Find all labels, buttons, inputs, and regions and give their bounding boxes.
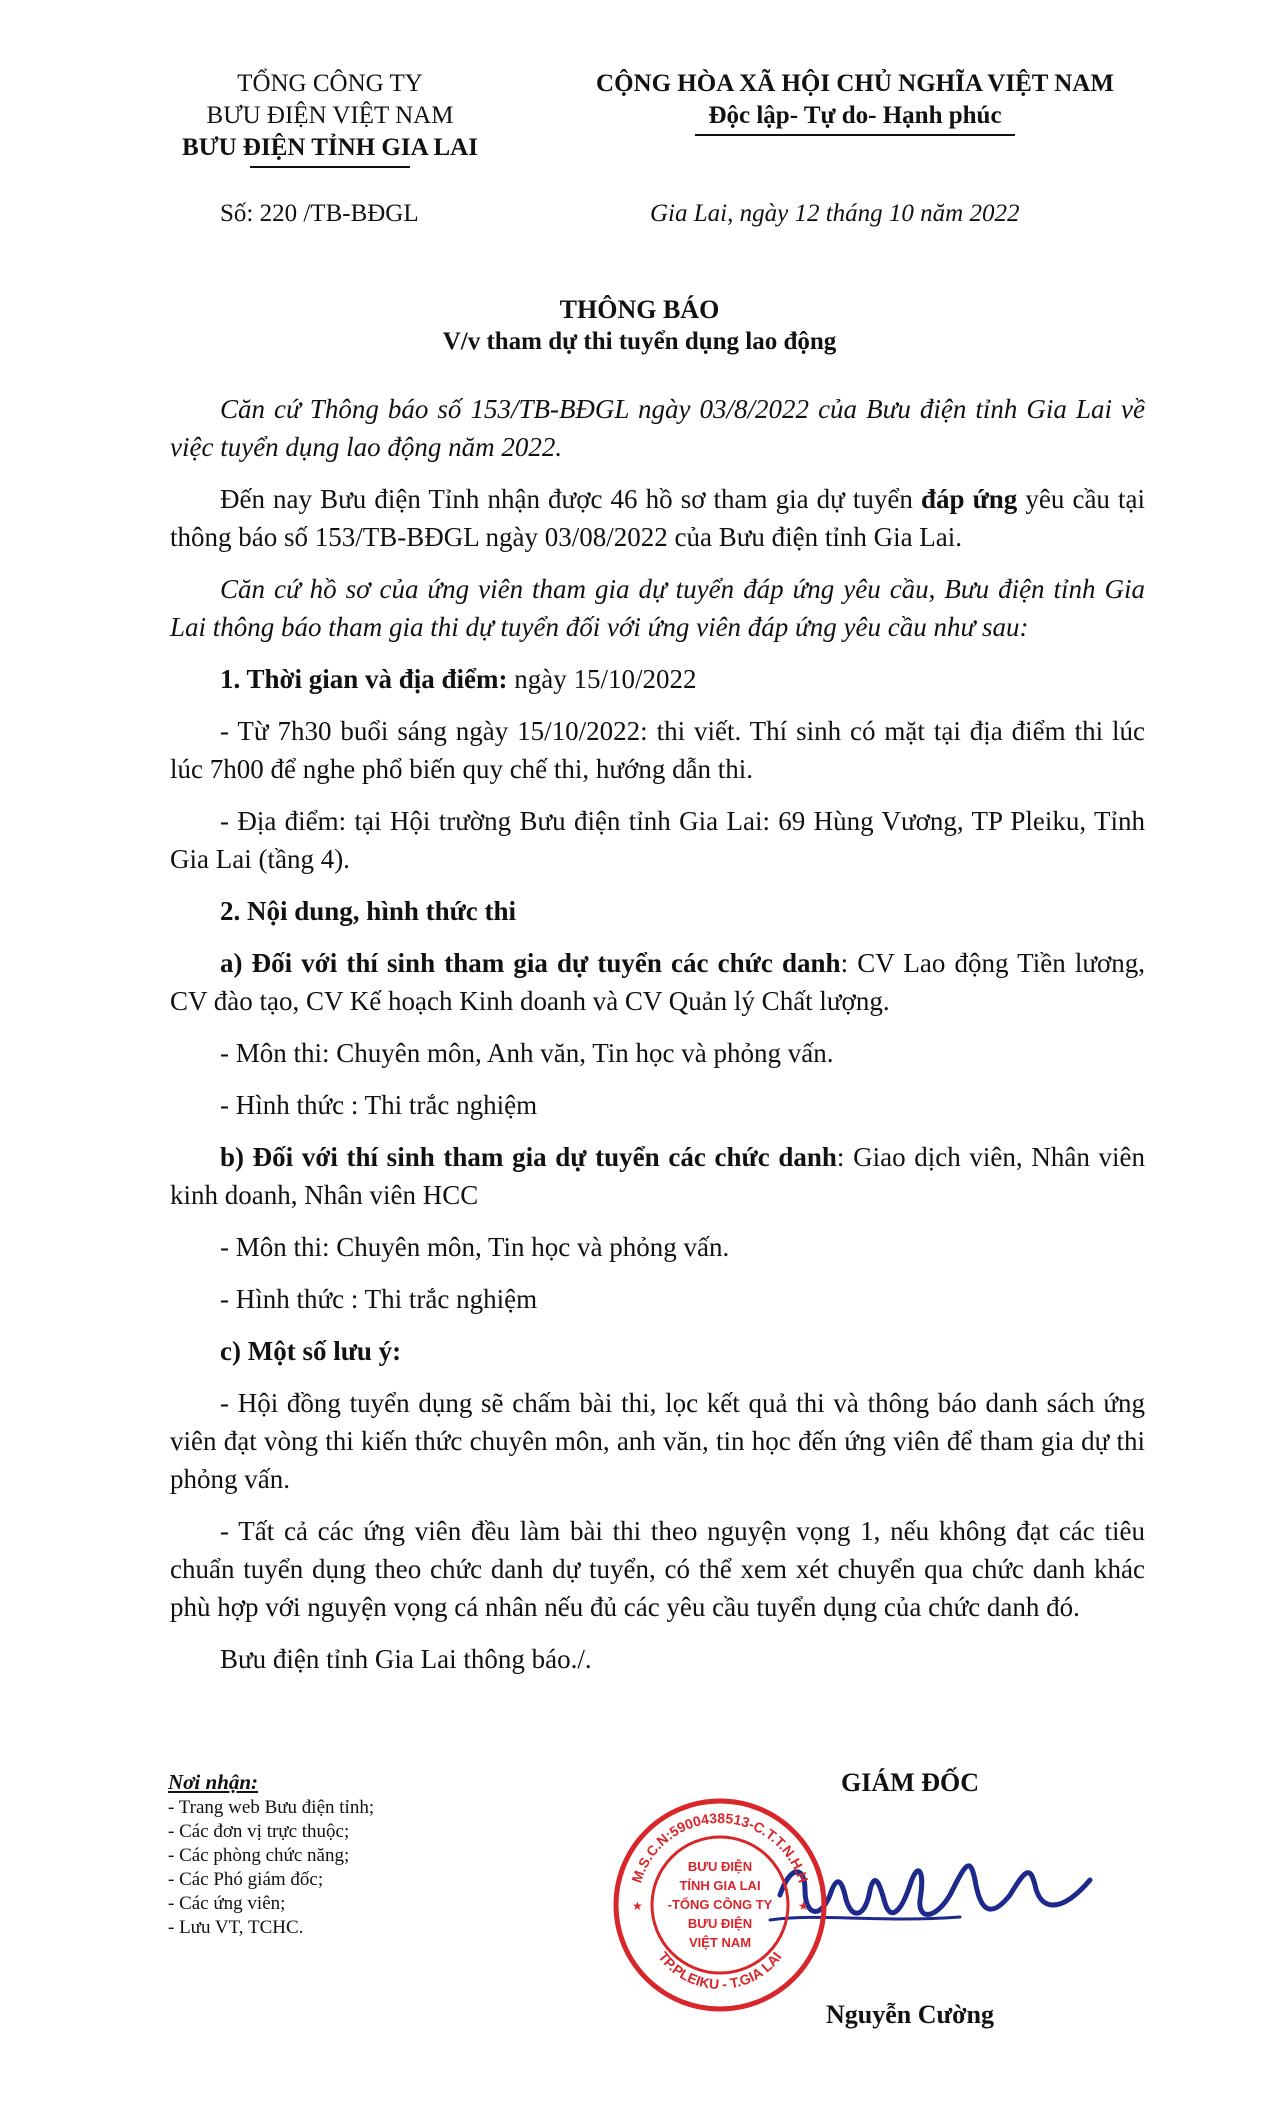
section-2b-subjects: - Môn thi: Chuyên môn, Tin học và phỏng vấn. (220, 1232, 730, 1262)
section-2b-form: - Hình thức : Thi trắc nghiệm (220, 1284, 538, 1314)
section-2a-positions: : CV Lao động Tiền lương, CV đào tạo, CV Kế hoạch Kinh doanh và CV Quản lý Chất lượng. (170, 948, 1146, 1016)
section-1-heading (170, 660, 1145, 698)
svg-text:VIỆT NAM: VIỆT NAM (688, 1935, 752, 1950)
official-seal (610, 1795, 830, 2015)
svg-text:BƯU ĐIỆN: BƯU ĐIỆN (687, 1916, 753, 1931)
section-1-date: ngày 15/10/2022 (507, 664, 697, 694)
recipients-title: Nơi nhận: (168, 1770, 259, 1794)
paragraph-received-a: Đến nay Bưu điện Tỉnh nhận được 46 hồ sơ tham gia dự tuyển (220, 484, 921, 514)
svg-text:-TỔNG CÔNG TY: -TỔNG CÔNG TY (667, 1897, 773, 1912)
recipient-item: - Trang web Bưu điện tỉnh; (168, 1797, 375, 1818)
svg-text:★: ★ (798, 1899, 809, 1913)
section-2c-note-2: - Tất cả các ứng viên đều làm bài thi theo nguyện vọng 1, nếu không đạt các tiêu chuẩn tuyển dụng theo chức danh dự tuyển, có thể xem xét chuyển qua chức danh khác phù hợp với nguyện vọng cá nhân nếu đủ các yêu cầu tuyển dụng của chức danh đó. (170, 1516, 1145, 1622)
document-body (170, 390, 1145, 1692)
recipient-item: - Lưu VT, TCHC. (168, 1917, 304, 1938)
document-title: THÔNG BÁO (559, 295, 720, 324)
section-2-heading: 2. Nội dung, hình thức thi (220, 896, 517, 926)
section-2b-heading (170, 1138, 1145, 1214)
section-2b-title: b) Đối với thí sinh tham gia dự tuyển các chức danh (220, 1142, 837, 1172)
document-date: Gia Lai, ngày 12 tháng 10 năm 2022 (650, 200, 1020, 227)
section-2a-heading (170, 944, 1145, 1020)
motto-underline (695, 134, 1015, 136)
section-2b-positions: : Giao dịch viên, Nhân viên kinh doanh, Nhân viên HCC (170, 1142, 1145, 1210)
issuer-unit (182, 132, 478, 164)
section-2a-title: a) Đối với thí sinh tham gia dự tuyển các chức danh (220, 948, 841, 978)
section-1-time: - Từ 7h30 buổi sáng ngày 15/10/2022: thi viết. Thí sinh có mặt tại địa điểm thi lúc lúc 7h00 để nghe phổ biến quy chế thi, hướng dẫn thi. (170, 716, 1145, 784)
recipient-item: - Các ứng viên; (168, 1893, 286, 1914)
issuer-parent: TỔNG CÔNG TY (237, 70, 423, 97)
recipients-block (168, 1770, 568, 1940)
signer-title: GIÁM ĐỐC (841, 1768, 979, 1797)
svg-text:TP.PLEIKU - T.GIA LAI: TP.PLEIKU - T.GIA LAI (655, 1948, 785, 1993)
recipient-item: - Các Phó giám đốc; (168, 1869, 324, 1890)
svg-text:BƯU ĐIỆN: BƯU ĐIỆN (687, 1859, 753, 1874)
paragraph-basis: Căn cứ Thông báo số 153/TB-BĐGL ngày 03/8/2022 của Bưu điện tỉnh Gia Lai về việc tuyển dụng lao động năm 2022. (170, 394, 1145, 462)
svg-text:M.S.C.N:5900438513-C.T.T.N.H.H: M.S.C.N:5900438513-C.T.T.N.H.H (628, 1809, 812, 1885)
motto-line (708, 100, 1001, 132)
paragraph-received-c: yêu cầu tại thông báo số 153/TB-BĐGL ngày 03/08/2022 của Bưu điện tỉnh Gia Lai. (170, 484, 1145, 552)
issuer-unit-text: BƯU ĐIỆN TỈNH GIA LAI (182, 134, 478, 161)
issuer-corporation: BƯU ĐIỆN VIỆT NAM (206, 102, 454, 129)
paragraph-received-bold: đáp ứng (920, 484, 1018, 514)
paragraph-received (170, 480, 1145, 556)
issuer-block (130, 68, 530, 168)
recipient-item: - Các đơn vị trực thuộc; (168, 1821, 350, 1842)
national-motto-block (555, 68, 1155, 136)
section-2c-note-1: - Hội đồng tuyển dụng sẽ chấm bài thi, lọc kết quả thi và thông báo danh sách ứng viên đạt vòng thi kiến thức chuyên môn, anh văn, tin học đến ứng viên để tham gia dự thi phỏng vấn. (170, 1388, 1145, 1494)
section-2c-heading: c) Một số lưu ý: (220, 1336, 402, 1366)
paragraph-announcement: Căn cứ hồ sơ của ứng viên tham gia dự tuyển đáp ứng yêu cầu, Bưu điện tỉnh Gia Lai thông báo tham gia thi dự tuyển đối với ứng viên đáp ứng yêu cầu như sau: (170, 574, 1145, 642)
svg-text:★: ★ (632, 1899, 643, 1913)
section-2a-form: - Hình thức : Thi trắc nghiệm (220, 1090, 538, 1120)
section-1-title: 1. Thời gian và địa điểm: (220, 664, 508, 694)
national-title: CỘNG HÒA XÃ HỘI CHỦ NGHĨA VIỆT NAM (596, 70, 1114, 97)
signer-name: Nguyễn Cường (826, 2000, 994, 2029)
issuer-underline (250, 166, 410, 168)
svg-text:TỈNH GIA LAI: TỈNH GIA LAI (679, 1878, 761, 1893)
document-subtitle: V/v tham dự thi tuyển dụng lao động (442, 328, 837, 355)
document-number: Số: 220 /TB-BĐGL (220, 200, 419, 227)
section-2a-subjects: - Môn thi: Chuyên môn, Anh văn, Tin học và phỏng vấn. (220, 1038, 834, 1068)
motto-text: Độc lập- Tự do- Hạnh phúc (708, 102, 1002, 129)
recipient-item: - Các phòng chức năng; (168, 1845, 350, 1866)
section-1-place: - Địa điểm: tại Hội trường Bưu điện tỉnh Gia Lai: 69 Hùng Vương, TP Pleiku, Tỉnh Gia Lai (tầng 4). (170, 806, 1145, 874)
closing-line: Bưu điện tỉnh Gia Lai thông báo./. (220, 1644, 592, 1674)
